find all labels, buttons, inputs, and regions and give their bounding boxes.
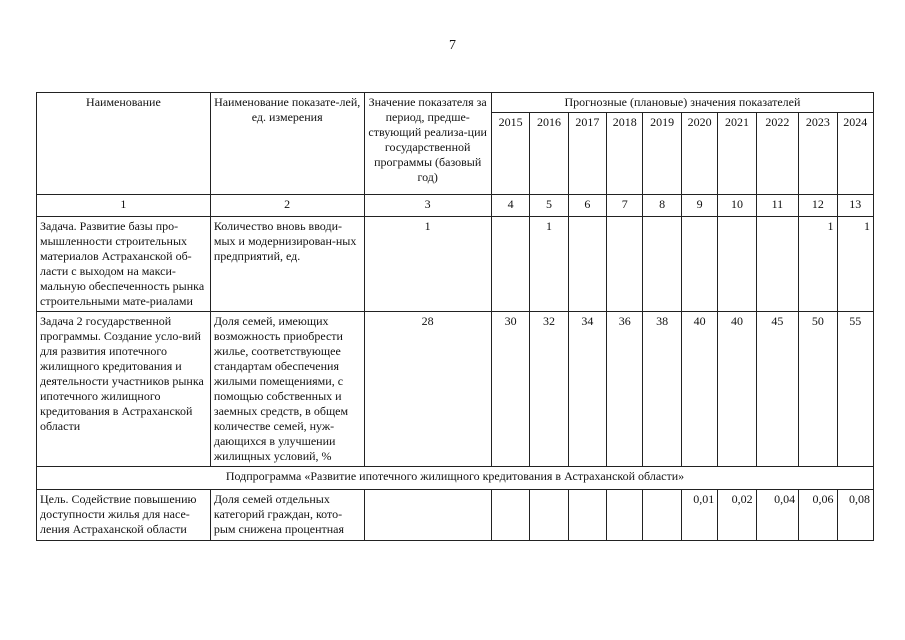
indicators-table — [36, 92, 874, 541]
row-value — [607, 217, 643, 312]
column-number: 8 — [643, 195, 681, 217]
column-number: 4 — [491, 195, 529, 217]
row-base-value — [364, 490, 491, 541]
row-value — [681, 217, 717, 312]
column-number: 10 — [718, 195, 756, 217]
column-number: 11 — [756, 195, 798, 217]
row-value — [718, 217, 756, 312]
row-base-value: 28 — [364, 312, 491, 467]
column-number: 1 — [37, 195, 211, 217]
year-header: 2019 — [643, 113, 681, 195]
row-value: 30 — [491, 312, 529, 467]
row-value — [643, 490, 681, 541]
year-header: 2017 — [568, 113, 606, 195]
year-header: 2021 — [718, 113, 756, 195]
year-header: 2023 — [799, 113, 837, 195]
row-value: 50 — [799, 312, 837, 467]
column-number: 3 — [364, 195, 491, 217]
row-value: 1 — [530, 217, 568, 312]
row-value: 34 — [568, 312, 606, 467]
column-numbers-row — [37, 195, 874, 217]
column-number: 13 — [837, 195, 873, 217]
table-row — [37, 312, 874, 467]
page-number: 7 — [449, 38, 456, 53]
row-value: 0,08 — [837, 490, 873, 541]
row-name: Цель. Содействие повышению доступности жилья для насе-ления Астраханской области — [37, 490, 211, 541]
row-value — [530, 490, 568, 541]
row-value: 45 — [756, 312, 798, 467]
row-value: 38 — [643, 312, 681, 467]
row-indicator: Доля семей, имеющих возможность приобрести жилье, соответствующее стандартам обеспечения жилыми помещениями, с помощью собственных и заемных средств, в общем количестве семей, нуж-дающихся в улучшении жилищных условий, % — [210, 312, 364, 467]
year-header: 2022 — [756, 113, 798, 195]
row-value: 0,01 — [681, 490, 717, 541]
row-value — [643, 217, 681, 312]
header-base-value: Значение показателя за период, предше-ствующий реализа-ции государственной программы (базовый год) — [364, 93, 491, 195]
row-value: 36 — [607, 312, 643, 467]
table-row — [37, 217, 874, 312]
year-header: 2015 — [491, 113, 529, 195]
row-base-value: 1 — [364, 217, 491, 312]
column-number: 2 — [210, 195, 364, 217]
subprogram-title: Подпрограмма «Развитие ипотечного жилищного кредитования в Астраханской области» — [37, 467, 874, 490]
row-value — [568, 490, 606, 541]
row-value: 1 — [837, 217, 873, 312]
row-value: 1 — [799, 217, 837, 312]
row-value: 55 — [837, 312, 873, 467]
row-indicator: Количество вновь вводи-мых и модернизирован-ных предприятий, ед. — [210, 217, 364, 312]
row-value: 32 — [530, 312, 568, 467]
year-header: 2016 — [530, 113, 568, 195]
year-header: 2020 — [681, 113, 717, 195]
column-number: 6 — [568, 195, 606, 217]
row-value — [491, 217, 529, 312]
column-number: 7 — [607, 195, 643, 217]
year-header: 2018 — [607, 113, 643, 195]
row-value — [756, 217, 798, 312]
row-value — [607, 490, 643, 541]
header-indicator: Наименование показате-лей, ед. измерения — [210, 93, 364, 195]
row-value: 0,06 — [799, 490, 837, 541]
column-number: 12 — [799, 195, 837, 217]
row-value — [491, 490, 529, 541]
row-indicator: Доля семей отдельных категорий граждан, кото-рым снижена процентная — [210, 490, 364, 541]
header-name: Наименование — [37, 93, 211, 195]
row-name: Задача. Развитие базы про-мышленности строительных материалов Астраханской об-ласти с выходом на макси-мальную обеспеченность рынка строительными мате-риалами — [37, 217, 211, 312]
subprogram-row — [37, 467, 874, 490]
table-row — [37, 490, 874, 541]
row-value: 0,04 — [756, 490, 798, 541]
year-header: 2024 — [837, 113, 873, 195]
header-forecast: Прогнозные (плановые) значения показателей — [491, 93, 873, 113]
column-number: 9 — [681, 195, 717, 217]
row-value: 40 — [718, 312, 756, 467]
row-name: Задача 2 государственной программы. Создание усло-вий для развития ипотечного жилищного кредитования и деятельности участников рынка ипотечного жилищного кредитования в Астраханской области — [37, 312, 211, 467]
row-value — [568, 217, 606, 312]
row-value: 40 — [681, 312, 717, 467]
row-value: 0,02 — [718, 490, 756, 541]
column-number: 5 — [530, 195, 568, 217]
